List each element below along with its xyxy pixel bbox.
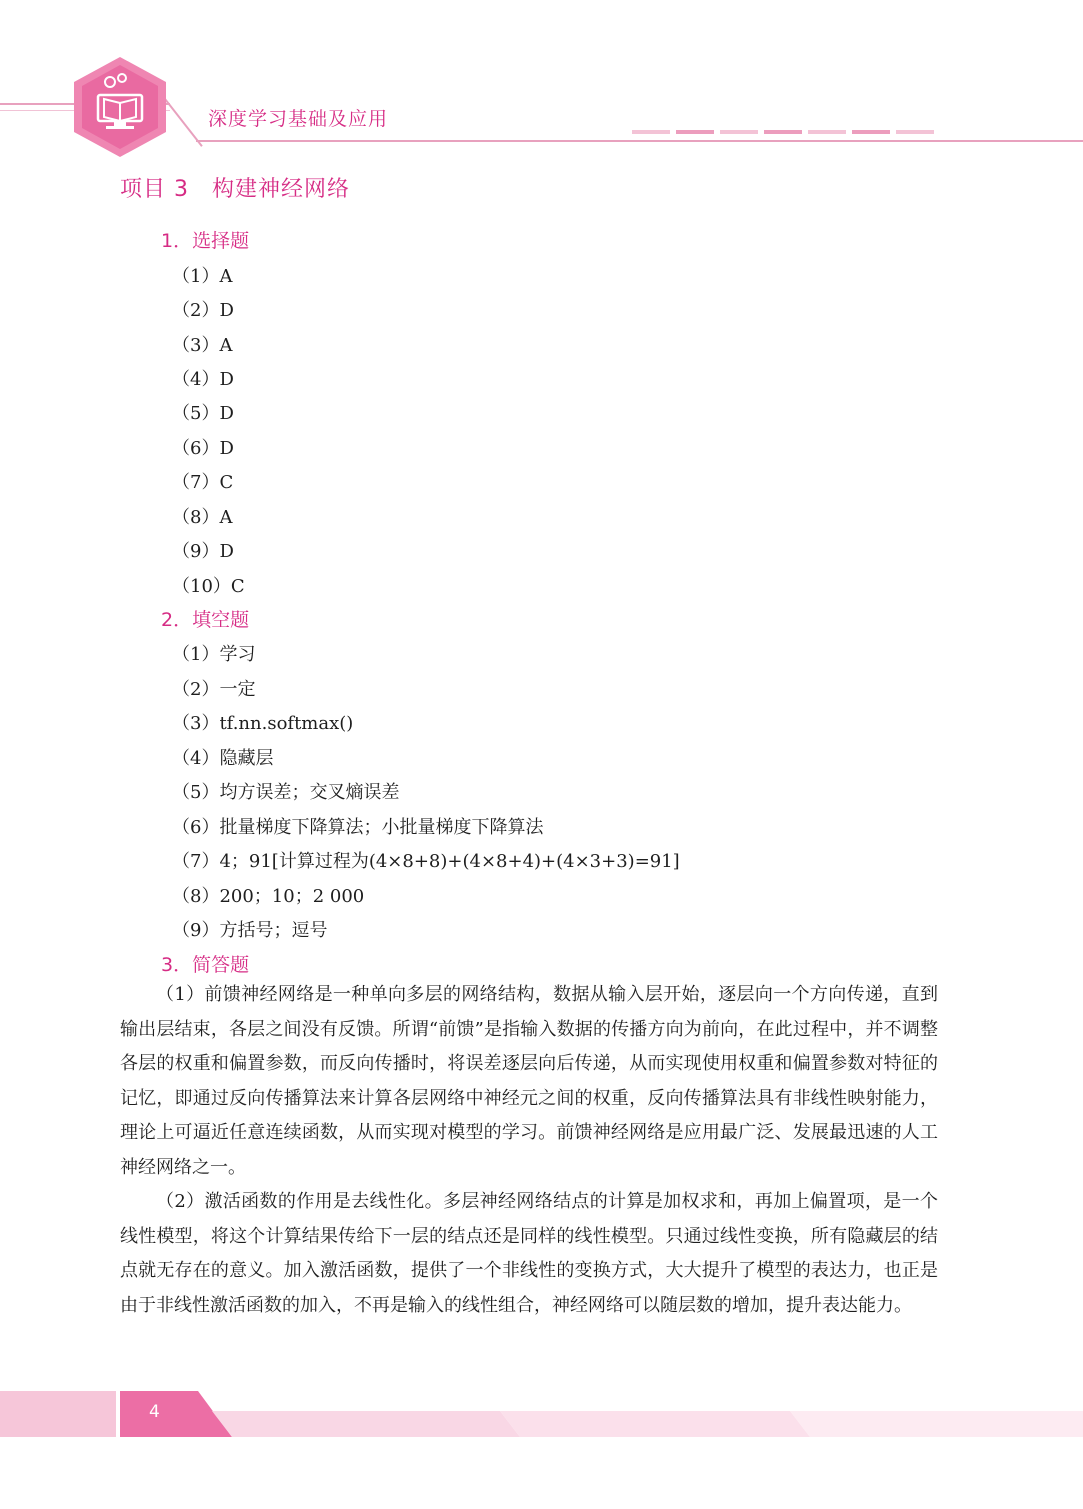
fill-answer: （9）方括号；逗号 xyxy=(172,920,328,941)
short-answer-paragraph: （1）前馈神经网络是一种单向多层的网络结构，数据从输入层开始，逐层向一个方向传递，直到输出层结束，各层之间没有反馈。所谓“前馈”是指输入数据的传播方向为前向，在此过程中，并不调整各层的权重和偏置参数，而反向传播时，将误差逐层向后传递，从而实现使用权重和偏置参数对特征的记忆，即通过反向传播算法来计算各层网络中神经元之间的权重，反向传播算法具有非线性映射能力，理论上可逼近任意连续函数，从而实现对模型的学习。前馈神经网络是应用最广泛、发展最迅速的人工神经网络之一。 xyxy=(120,984,938,1178)
choice-answer: （6）D xyxy=(172,438,234,459)
book-logo-icon xyxy=(70,55,170,159)
choice-answer: （9）D xyxy=(172,541,234,562)
page-number: 4 xyxy=(149,1402,160,1422)
footer-band xyxy=(0,1391,1083,1437)
choice-answer: （5）D xyxy=(172,403,234,424)
fill-answer: （8）200；10；2 000 xyxy=(172,886,365,907)
header-dashes xyxy=(632,130,934,134)
fill-answer: （1）学习 xyxy=(172,644,256,665)
fill-answer: （7）4；91[计算过程为(4×8+8)+(4×8+4)+(4×3+3)=91] xyxy=(172,851,680,872)
short-answer-paragraph: （2）激活函数的作用是去线性化。多层神经网络结点的计算是加权求和，再加上偏置项，是一个线性模型，将这个计算结果传给下一层的结点还是同样的线性模型。只通过线性变换，所有隐藏层的结点就无存在的意义。加入激活函数，提供了一个非线性的变换方式，大大提升了模型的表达力，也正是由于非线性激活函数的加入，不再是输入的线性组合，神经网络可以随层数的增加，提升表达能力。 xyxy=(120,1191,938,1316)
fill-answer: （3）tf.nn.softmax() xyxy=(172,713,354,734)
choice-answer: （10）C xyxy=(172,576,245,597)
choice-answer: （4）D xyxy=(172,369,234,390)
choice-answer: （7）C xyxy=(172,472,234,493)
fill-answer: （4）隐藏层 xyxy=(172,748,274,769)
fill-answer: （6）批量梯度下降算法；小批量梯度下降算法 xyxy=(172,817,544,838)
choice-answer: （8）A xyxy=(172,507,233,528)
section-heading-fill: 2．填空题 xyxy=(161,609,250,631)
fill-answer: （2）一定 xyxy=(172,679,256,700)
fill-answer: （5）均方误差；交叉熵误差 xyxy=(172,782,400,803)
chapter-title: 项目 3 构建神经网络 xyxy=(120,177,350,202)
section-heading-short: 3．简答题 xyxy=(161,954,250,976)
choice-answer: （3）A xyxy=(172,335,233,356)
header-rule-right xyxy=(196,140,1083,142)
choice-answer: （2）D xyxy=(172,300,234,321)
choice-answer: （1）A xyxy=(172,266,233,287)
book-title: 深度学习基础及应用 xyxy=(208,108,389,130)
section-heading-choice: 1．选择题 xyxy=(161,230,250,252)
